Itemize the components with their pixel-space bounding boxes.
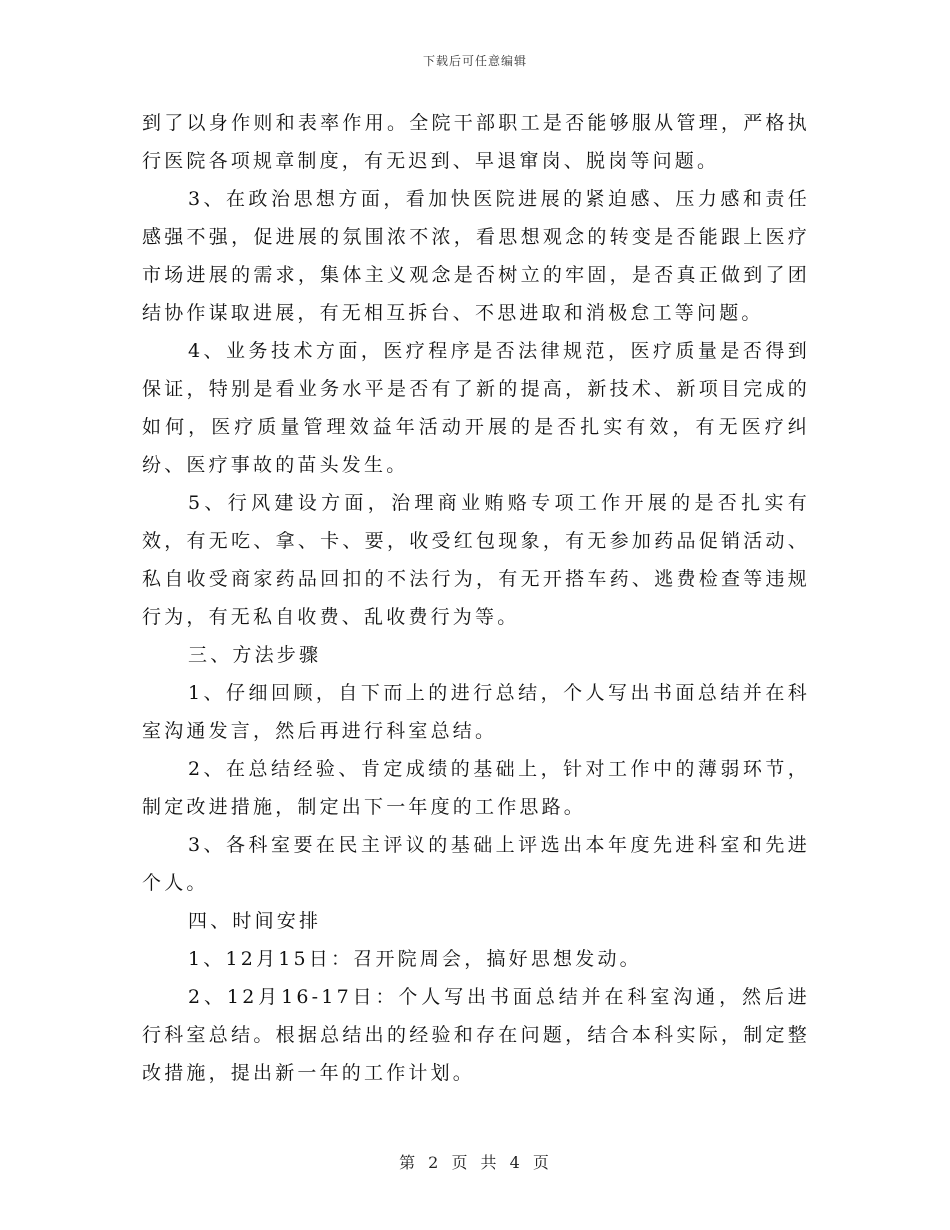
paragraph-method-3: 3、各科室要在民主评议的基础上评选出本年度先进科室和先进个人。 — [142, 834, 810, 894]
page-header: 下载后可任意编辑 — [422, 54, 527, 68]
paragraph-method-2: 2、在总结经验、肯定成绩的基础上，针对工作中的薄弱环节，制定改进措施，制定出下一年度的工作思路。 — [142, 758, 810, 818]
document-body — [142, 104, 810, 1092]
section-heading-methods: 三、方法步骤 — [188, 644, 322, 666]
paragraph-continuation: 到了以身作则和表率作用。全院干部职工是否能够服从管理，严格执行医院各项规章制度，有无迟到、早退窜岗、脱岗等问题。 — [142, 112, 810, 172]
paragraph-method-1: 1、仔细回顾，自下而上的进行总结，个人写出书面总结并在科室沟通发言，然后再进行科室总结。 — [142, 682, 810, 742]
section-heading-schedule: 四、时间安排 — [188, 910, 322, 932]
paragraph-business-technology: 4、业务技术方面，医疗程序是否法律规范，医疗质量是否得到保证，特别是看业务水平是否有了新的提高，新技术、新项目完成的如何，医疗质量管理效益年活动开展的是否扎实有效，有无医疗纠纷、医疗事故的苗头发生。 — [142, 340, 810, 476]
paragraph-political-thought: 3、在政治思想方面，看加快医院进展的紧迫感、压力感和责任感强不强，促进展的氛围浓不浓，看思想观念的转变是否能跟上医疗市场进展的需求，集体主义观念是否树立的牢固，是否真正做到了团结协作谋取进展，有无相互拆台、不思进取和消极怠工等问题。 — [142, 188, 810, 324]
page-footer: 第 2 页 共 4 页 — [399, 1153, 551, 1172]
paragraph-conduct-building: 5、行风建设方面，治理商业贿赂专项工作开展的是否扎实有效，有无吃、拿、卡、要，收受红包现象，有无参加药品促销活动、私自收受商家药品回扣的不法行为，有无开搭车药、逃费检查等违规行为，有无私自收费、乱收费行为等。 — [142, 492, 810, 628]
paragraph-schedule-1: 1、12月15日：召开院周会，搞好思想发动。 — [188, 948, 642, 970]
paragraph-schedule-2: 2、12月16-17日：个人写出书面总结并在科室沟通，然后进行科室总结。根据总结出的经验和存在问题，结合本科实际，制定整改措施，提出新一年的工作计划。 — [142, 986, 810, 1084]
